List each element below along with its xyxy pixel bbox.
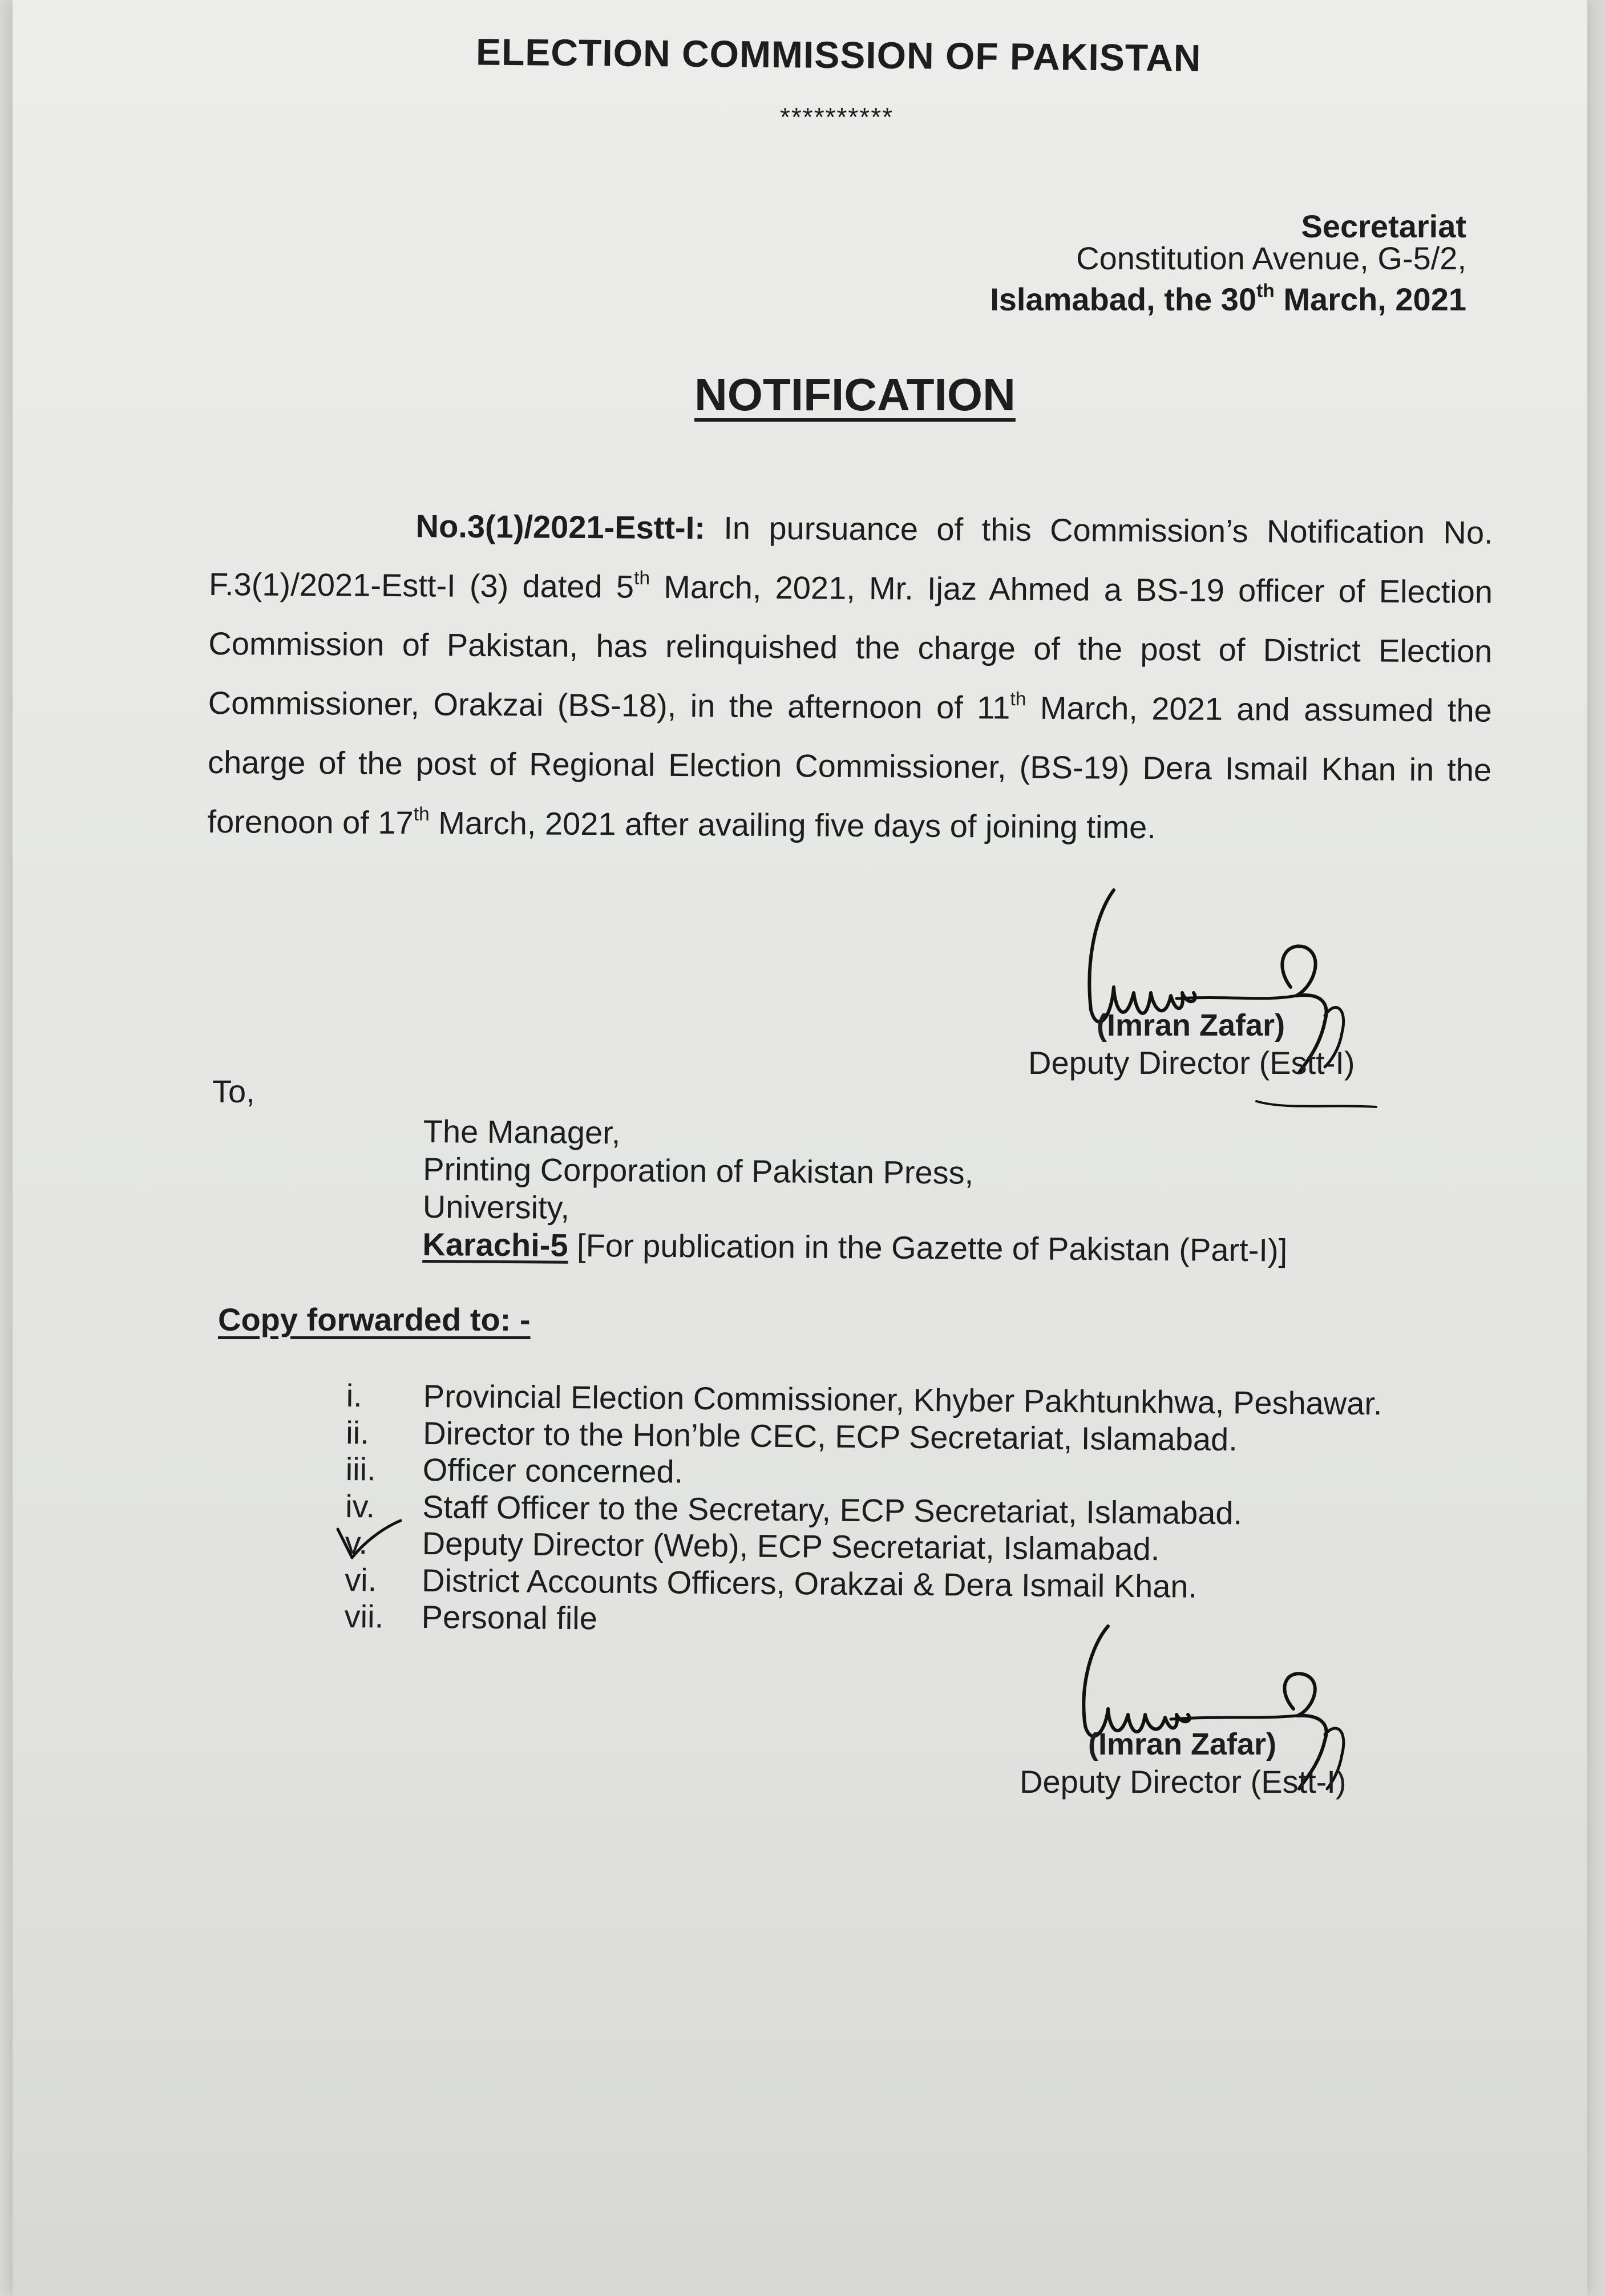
reference-number: No.3(1)/2021-Estt-I: bbox=[415, 508, 706, 546]
signatory-designation: Deputy Director (Estt-I) bbox=[1028, 1045, 1355, 1081]
addressee-city: Karachi-5 bbox=[422, 1226, 568, 1263]
addressee-line-2: Printing Corporation of Pakistan Press, bbox=[423, 1150, 974, 1191]
list-item: vii. Personal file bbox=[344, 1598, 598, 1636]
list-item: iii. Officer concerned. bbox=[345, 1450, 684, 1490]
address-date-line: Islamabad, the 30th March, 2021 bbox=[990, 280, 1466, 317]
address-line-2: Constitution Avenue, G-5/2, bbox=[1076, 240, 1466, 276]
addressee-line-4 bbox=[422, 1226, 1449, 1271]
list-item: i. Provincial Election Commissioner, Khyber Pakhtunkhwa, Peshawar. bbox=[346, 1377, 1382, 1422]
list-item: ii. Director to the Hon’ble CEC, ECP Secretariat, Islamabad. bbox=[345, 1414, 1238, 1457]
publication-note: [For publication in the Gazette of Pakistan (Part-I)] bbox=[568, 1227, 1288, 1268]
organization-heading: ELECTION COMMISSION OF PAKISTAN bbox=[475, 30, 1202, 79]
list-item: v. Deputy Director (Web), ECP Secretariat, Islamabad. bbox=[345, 1524, 1160, 1567]
to-label: To, bbox=[212, 1073, 255, 1109]
notification-title: NOTIFICATION bbox=[694, 369, 1016, 420]
address-line-1: Secretariat bbox=[1301, 208, 1466, 244]
signatory-name-copy: (Imran Zafar) bbox=[1088, 1727, 1277, 1761]
check-mark-icon bbox=[335, 1518, 403, 1563]
list-item: iv. Staff Officer to the Secretary, ECP Secretariat, Islamabad. bbox=[345, 1487, 1243, 1531]
addressee-block bbox=[422, 1113, 1450, 1271]
addressee-line-1: The Manager, bbox=[423, 1113, 621, 1151]
addressee-line-3: University, bbox=[422, 1188, 570, 1226]
document-page bbox=[13, 0, 1587, 2296]
notification-body: No.3(1)/2021-Estt-I: In pursuance of this Commission’s Notification No. F.3(1)/2021-Estt-I (3) dated 5th March, 2021, Mr. Ijaz Ahmed a BS-19 officer of Election Commission of Pakistan, has relinquished the charge of the post of District Election Commissioner, Orakzai (BS-18), in the afternoon of 11th March, 2021 and assumed the charge of the post of Regional Election Commissioner, (BS-19) Dera Ismail Khan in the forenoon of 17th March, 2021 after availing five days of joining time. bbox=[207, 508, 1493, 846]
header-separator: ********** bbox=[780, 102, 894, 132]
list-item: vi. District Accounts Officers, Orakzai & Dera Ismail Khan. bbox=[344, 1561, 1198, 1604]
copy-forwarded-heading: Copy forwarded to: - bbox=[218, 1301, 531, 1337]
signatory-designation-copy: Deputy Director (Estt-I) bbox=[1020, 1764, 1347, 1800]
signatory-name: (Imran Zafar) bbox=[1097, 1008, 1285, 1042]
copy-list bbox=[344, 1377, 1382, 1643]
